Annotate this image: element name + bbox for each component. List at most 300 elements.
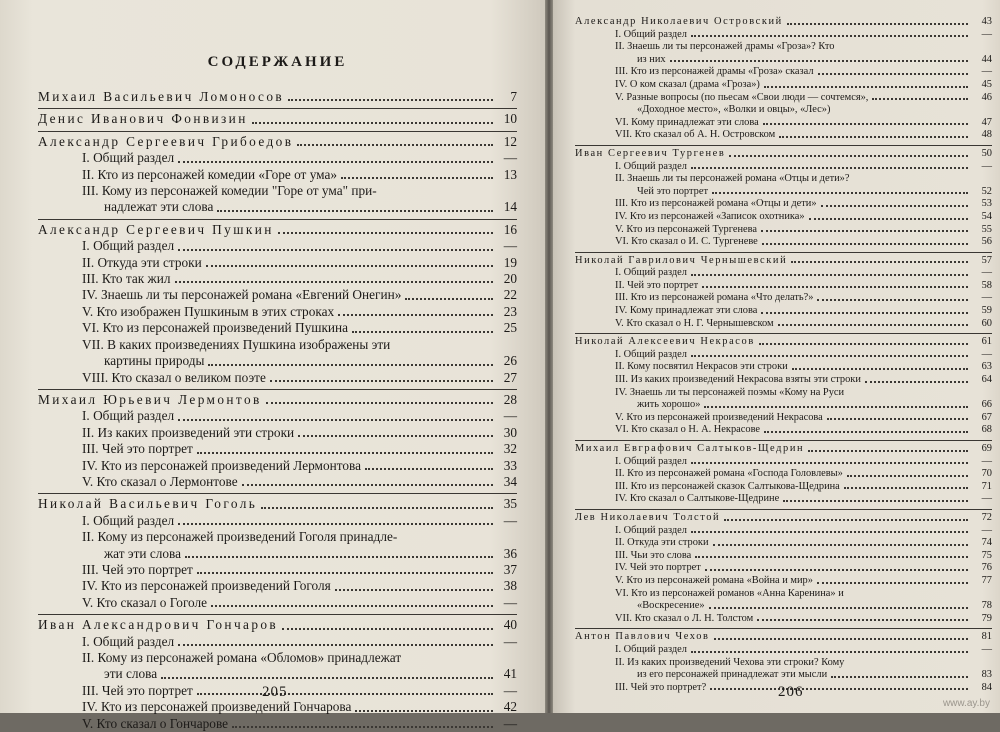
left-section-entry xyxy=(38,337,517,353)
section-rule xyxy=(38,389,517,390)
left-entry-continuation xyxy=(38,546,517,562)
entry-page-number: — xyxy=(981,455,992,467)
left-section-entry xyxy=(38,699,517,715)
left-section-entry xyxy=(38,458,517,474)
section-rule xyxy=(575,440,992,441)
dot-leader xyxy=(232,725,493,728)
entry-page-number: — xyxy=(981,348,992,360)
entry-page-number: 50 xyxy=(981,147,992,159)
right-section-entry xyxy=(575,280,992,293)
right-section-entry xyxy=(575,657,992,670)
dot-leader xyxy=(261,506,493,509)
entry-page-number: 12 xyxy=(503,133,517,149)
dot-leader xyxy=(178,418,493,421)
right-author-entry xyxy=(575,631,992,644)
entry-text: «Воскресение» xyxy=(637,600,705,612)
right-section-entry xyxy=(575,129,992,142)
entry-page-number: — xyxy=(503,408,517,424)
dot-leader xyxy=(844,486,968,489)
dot-leader xyxy=(778,323,968,326)
entry-text: V. Кто сказал о Лермонтове xyxy=(82,473,238,489)
right-entry-continuation xyxy=(575,54,992,67)
entry-page-number: 81 xyxy=(981,631,992,643)
section-rule xyxy=(38,219,517,220)
dot-leader xyxy=(865,380,968,383)
dot-leader xyxy=(355,709,493,712)
entry-text: III. Чей это портрет xyxy=(82,682,193,698)
section-rule xyxy=(38,614,517,615)
entry-text: «Доходное место», «Волки и овцы», «Лес») xyxy=(637,104,831,116)
right-section-entry xyxy=(575,236,992,249)
right-author-entry xyxy=(575,443,992,456)
dot-leader xyxy=(691,461,968,464)
left-author-entry xyxy=(38,111,517,127)
entry-text: Николай Алексеевич Некрасов xyxy=(575,336,755,348)
dot-leader xyxy=(178,248,493,251)
left-author-entry xyxy=(38,496,517,512)
entry-text: I. Общий раздел xyxy=(615,28,687,40)
dot-leader xyxy=(161,676,493,679)
entry-page-number: 7 xyxy=(510,89,517,104)
entry-text: II. Кому из персонажей романа «Обломов» принадлежат xyxy=(82,650,402,665)
dot-leader xyxy=(710,687,968,690)
left-author-entry xyxy=(38,617,517,633)
book-gutter xyxy=(545,0,553,713)
entry-text: Николай Васильевич Гоголь xyxy=(38,496,258,512)
entry-text: I. Общий раздел xyxy=(615,455,687,467)
right-section-entry xyxy=(575,550,992,563)
entry-text: из его персонажей принадлежат эти мысли xyxy=(637,669,828,681)
left-section-entry xyxy=(38,183,517,199)
dot-leader xyxy=(670,59,968,62)
section-rule xyxy=(38,131,517,132)
entry-text: Александр Сергеевич Грибоедов xyxy=(38,133,294,149)
entry-text: II. Кому посвятил Некрасов эти строки xyxy=(615,361,788,373)
entry-text: Лев Николаевич Толстой xyxy=(575,511,721,523)
entry-page-number: 79 xyxy=(981,612,992,624)
right-section-entry xyxy=(575,29,992,42)
entry-text: I. Общий раздел xyxy=(82,408,175,424)
dot-leader xyxy=(352,330,493,333)
entry-text: III. Чьи это слова xyxy=(615,549,692,561)
right-entry-continuation xyxy=(575,399,992,412)
dot-leader xyxy=(847,474,968,477)
entry-text: надлежат эти слова xyxy=(104,199,214,215)
dot-leader xyxy=(405,297,493,300)
entry-text: картины природы xyxy=(104,353,205,369)
dot-leader xyxy=(185,555,493,558)
entry-page-number: 64 xyxy=(981,374,992,386)
right-section-entry xyxy=(575,161,992,174)
dot-leader xyxy=(702,285,968,288)
watermark: www.ay.by xyxy=(942,698,990,709)
entry-text: Денис Иванович Фонвизин xyxy=(38,111,248,127)
entry-page-number: 13 xyxy=(503,166,517,182)
section-rule xyxy=(38,108,517,109)
entry-text: I. Общий раздел xyxy=(615,348,687,360)
entry-page-number: 63 xyxy=(981,361,992,373)
right-section-entry xyxy=(575,173,992,186)
section-rule xyxy=(575,333,992,334)
entry-text: VI. Кто из персонажей романов «Анна Каренина» и xyxy=(615,587,844,599)
dot-leader xyxy=(761,311,968,314)
entry-text: II. Чей это портрет xyxy=(615,279,699,291)
entry-text: II. Знаешь ли ты персонажей романа «Отцы и дети»? xyxy=(615,173,850,185)
right-section-entry xyxy=(575,588,992,601)
entry-text: I. Общий раздел xyxy=(615,267,687,279)
left-section-entry xyxy=(38,408,517,424)
left-section-entry xyxy=(38,150,517,166)
right-section-entry xyxy=(575,361,992,374)
dot-leader xyxy=(691,166,968,169)
entry-page-number: 61 xyxy=(981,336,992,348)
entry-page-number: 56 xyxy=(981,236,992,248)
right-section-entry xyxy=(575,562,992,575)
entry-text: Чей это портрет xyxy=(637,185,709,197)
left-section-entry xyxy=(38,529,517,545)
entry-text: IV. Кто из персонажей произведений Гончарова xyxy=(82,699,352,715)
right-page xyxy=(553,0,1000,713)
entry-page-number: 58 xyxy=(981,279,992,291)
entry-text: IV. О ком сказал (драма «Гроза») xyxy=(615,78,760,90)
dot-leader xyxy=(178,522,493,525)
left-section-entry xyxy=(38,238,517,254)
entry-text: V. Кто сказал о Н. Г. Чернышевском xyxy=(615,317,774,329)
dot-leader xyxy=(282,627,493,630)
dot-leader xyxy=(278,231,493,234)
entry-page-number: 77 xyxy=(981,574,992,586)
right-author-entry xyxy=(575,512,992,525)
entry-page-number: 19 xyxy=(503,254,517,270)
right-toc xyxy=(575,14,992,694)
dot-leader xyxy=(724,518,968,521)
dot-leader xyxy=(792,367,968,370)
entry-page-number: 33 xyxy=(503,457,517,473)
entry-text: V. Разные вопросы (по пьесам «Свои люди — сочтемся», xyxy=(615,91,869,103)
right-section-entry xyxy=(575,412,992,425)
entry-page-number: 36 xyxy=(503,545,517,561)
right-section-entry xyxy=(575,292,992,305)
right-section-entry xyxy=(575,387,992,400)
left-author-entry xyxy=(38,89,517,105)
entry-page-number: — xyxy=(503,238,517,254)
right-section-entry xyxy=(575,117,992,130)
entry-page-number: — xyxy=(503,150,517,166)
right-author-entry xyxy=(575,148,992,161)
left-section-entry xyxy=(38,562,517,578)
entry-page-number: — xyxy=(981,643,992,655)
right-entry-continuation xyxy=(575,186,992,199)
entry-text: Антон Павлович Чехов xyxy=(575,631,710,643)
entry-page-number: 54 xyxy=(981,210,992,222)
entry-page-number: 67 xyxy=(981,411,992,423)
dot-leader xyxy=(691,273,968,276)
left-section-entry xyxy=(38,304,517,320)
entry-text: V. Кто сказал о Гончарове xyxy=(82,715,229,731)
dot-leader xyxy=(763,122,968,125)
right-section-entry xyxy=(575,575,992,588)
dot-leader xyxy=(175,280,493,283)
dot-leader xyxy=(178,643,493,646)
entry-text: Михаил Васильевич Ломоносов xyxy=(38,89,285,104)
right-entry-continuation xyxy=(575,600,992,613)
dot-leader xyxy=(787,22,968,25)
dot-leader xyxy=(197,451,493,454)
right-section-entry xyxy=(575,66,992,79)
right-section-entry xyxy=(575,41,992,54)
entry-text: II. Из каких произведений эти строки xyxy=(82,424,295,440)
entry-text: I. Общий раздел xyxy=(82,238,175,254)
entry-page-number: 20 xyxy=(503,271,517,287)
entry-text: III. Кто из персонажей романа «Что делать?» xyxy=(615,292,814,304)
right-section-entry xyxy=(575,468,992,481)
entry-text: III. Кому из персонажей комедии "Горе от ума" при- xyxy=(82,183,377,199)
right-section-entry xyxy=(575,211,992,224)
entry-page-number: 10 xyxy=(503,111,517,127)
entry-page-number: — xyxy=(503,682,517,698)
entry-text: Иван Александрович Гончаров xyxy=(38,617,279,633)
dot-leader xyxy=(817,298,968,301)
entry-page-number: 26 xyxy=(503,353,517,369)
entry-page-number: 38 xyxy=(503,578,517,594)
dot-leader xyxy=(808,449,968,452)
entry-text: I. Общий раздел xyxy=(615,643,687,655)
dot-leader xyxy=(178,160,493,163)
entry-text: I. Общий раздел xyxy=(615,160,687,172)
entry-text: из них xyxy=(637,53,666,65)
right-author-entry xyxy=(575,16,992,29)
dot-leader xyxy=(757,618,968,621)
right-section-entry xyxy=(575,424,992,437)
dot-leader xyxy=(713,543,968,546)
dot-leader xyxy=(266,401,493,404)
left-section-entry xyxy=(38,425,517,441)
dot-leader xyxy=(197,692,493,695)
dot-leader xyxy=(335,588,493,591)
dot-leader xyxy=(691,354,968,357)
entry-page-number: 23 xyxy=(503,303,517,319)
entry-page-number: 71 xyxy=(981,480,992,492)
left-section-entry xyxy=(38,716,517,732)
entry-text: I. Общий раздел xyxy=(82,633,175,649)
left-section-entry xyxy=(38,474,517,490)
entry-text: III. Кто из персонажей романа «Отцы и дети» xyxy=(615,198,817,210)
entry-page-number: — xyxy=(503,633,517,649)
entry-page-number: — xyxy=(503,594,517,610)
dot-leader xyxy=(206,264,493,267)
entry-page-number: 45 xyxy=(981,78,992,90)
entry-page-number: 76 xyxy=(981,562,992,574)
right-section-entry xyxy=(575,456,992,469)
entry-text: V. Кто сказал о Гоголе xyxy=(82,594,208,610)
page-number-right: 206 xyxy=(778,684,804,700)
entry-text: V. Кто изображен Пушкиным в этих строках xyxy=(82,303,335,319)
left-section-entry xyxy=(38,271,517,287)
left-section-entry xyxy=(38,255,517,271)
entry-page-number: 32 xyxy=(503,441,517,457)
entry-text: III. Чей это портрет? xyxy=(615,681,707,693)
dot-leader xyxy=(341,176,493,179)
entry-text: III. Кто из персонажей сказок Салтыкова-Щедрина xyxy=(615,480,840,492)
dot-leader xyxy=(270,379,493,382)
entry-page-number: 44 xyxy=(981,53,992,65)
entry-page-number: 66 xyxy=(981,399,992,411)
right-section-entry xyxy=(575,92,992,105)
dot-leader xyxy=(208,363,493,366)
entry-page-number: 16 xyxy=(503,221,517,237)
left-section-entry xyxy=(38,320,517,336)
left-entry-continuation xyxy=(38,666,517,682)
dot-leader xyxy=(762,242,968,245)
entry-page-number: 75 xyxy=(981,549,992,561)
page-number-left: 205 xyxy=(262,684,288,700)
left-section-entry xyxy=(38,370,517,386)
entry-page-number: 27 xyxy=(503,369,517,385)
left-author-entry xyxy=(38,392,517,408)
left-section-entry xyxy=(38,513,517,529)
right-section-entry xyxy=(575,349,992,362)
entry-text: II. Из каких произведений Чехова эти строки? Кому xyxy=(615,656,845,668)
entry-text: II. Откуда эти строки xyxy=(615,537,709,549)
entry-text: Михаил Евграфович Салтыков-Щедрин xyxy=(575,443,805,454)
entry-text: III. Чей это портрет xyxy=(82,561,193,577)
entry-text: V. Кто из персонажей произведений Некрасова xyxy=(615,411,823,423)
dot-leader xyxy=(712,191,968,194)
right-section-entry xyxy=(575,613,992,626)
dot-leader xyxy=(288,98,493,101)
entry-text: IV. Знаешь ли ты персонажей поэмы «Кому на Руси xyxy=(615,386,845,398)
left-section-entry xyxy=(38,595,517,611)
left-section-entry xyxy=(38,167,517,183)
section-rule xyxy=(38,493,517,494)
entry-page-number: 34 xyxy=(503,473,517,489)
entry-page-number: 55 xyxy=(981,223,992,235)
entry-page-number: 35 xyxy=(503,496,517,512)
entry-text: жить хорошо» xyxy=(637,399,701,411)
entry-text: II. Откуда эти строки xyxy=(82,254,202,270)
entry-text: IV. Кому принадлежат эти слова xyxy=(615,305,758,317)
entry-page-number: 52 xyxy=(981,185,992,197)
right-section-entry xyxy=(575,198,992,211)
dot-leader xyxy=(211,604,493,607)
dot-leader xyxy=(818,72,968,75)
entry-page-number: 25 xyxy=(503,320,517,336)
entry-page-number: — xyxy=(981,524,992,536)
entry-page-number: 72 xyxy=(981,511,992,523)
entry-page-number: 48 xyxy=(981,129,992,141)
entry-page-number: 43 xyxy=(981,16,992,27)
entry-text: III. Чей это портрет xyxy=(82,441,193,457)
entry-page-number: 53 xyxy=(981,198,992,210)
dot-leader xyxy=(779,135,968,138)
entry-page-number: 84 xyxy=(981,681,992,693)
right-section-entry xyxy=(575,305,992,318)
entry-text: эти слова xyxy=(104,666,158,682)
entry-page-number: 46 xyxy=(981,91,992,103)
dot-leader xyxy=(338,313,493,316)
entry-text: I. Общий раздел xyxy=(82,150,175,166)
right-section-entry xyxy=(575,537,992,550)
dot-leader xyxy=(761,229,968,232)
entry-page-number: 47 xyxy=(981,116,992,128)
entry-page-number: 68 xyxy=(981,424,992,436)
dot-leader xyxy=(709,606,968,609)
entry-text: VIII. Кто сказал о великом поэте xyxy=(82,369,266,385)
entry-page-number: 40 xyxy=(503,617,517,633)
dot-leader xyxy=(704,405,968,408)
entry-page-number: 74 xyxy=(981,537,992,549)
dot-leader xyxy=(217,209,493,212)
right-section-entry xyxy=(575,374,992,387)
entry-page-number: 78 xyxy=(981,600,992,612)
entry-text: III. Из каких произведений Некрасова взяты эти строки xyxy=(615,374,861,386)
entry-page-number: 41 xyxy=(503,666,517,682)
right-author-entry xyxy=(575,336,992,349)
entry-text: Иван Сергеевич Тургенев xyxy=(575,147,726,159)
entry-text: II. Кто из персонажей романа «Господа Головлевы» xyxy=(615,468,843,480)
right-section-entry xyxy=(575,525,992,538)
entry-page-number: 28 xyxy=(503,391,517,407)
right-section-entry xyxy=(575,79,992,92)
entry-text: IV. Знаешь ли ты персонажей романа «Евгений Онегин» xyxy=(82,287,402,303)
entry-text: III. Кто так жил xyxy=(82,271,171,287)
left-entry-continuation xyxy=(38,199,517,215)
dot-leader xyxy=(197,571,493,574)
entry-text: VI. Кто сказал о Н. А. Некрасове xyxy=(615,424,761,436)
dot-leader xyxy=(365,467,493,470)
left-section-entry xyxy=(38,650,517,666)
entry-text: VI. Кто из персонажей произведений Пушкина xyxy=(82,320,349,336)
entry-text: I. Общий раздел xyxy=(82,512,175,528)
entry-page-number: — xyxy=(503,715,517,731)
right-section-entry xyxy=(575,224,992,237)
dot-leader xyxy=(821,204,968,207)
right-section-entry xyxy=(575,493,992,506)
entry-page-number: 14 xyxy=(503,199,517,215)
entry-page-number: — xyxy=(981,28,992,40)
left-author-entry xyxy=(38,134,517,150)
entry-page-number: — xyxy=(503,512,517,528)
entry-text: VII. Кто сказал об А. Н. Островском xyxy=(615,129,776,141)
entry-page-number: 37 xyxy=(503,561,517,577)
dot-leader xyxy=(705,568,968,571)
left-section-entry xyxy=(38,578,517,594)
entry-text: II. Кто из персонажей комедии «Горе от ума» xyxy=(82,166,338,182)
dot-leader xyxy=(817,581,968,584)
entry-text: Михаил Юрьевич Лермонтов xyxy=(38,391,262,407)
dot-leader xyxy=(691,34,968,37)
entry-text: Николай Гаврилович Чернышевский xyxy=(575,254,788,266)
dot-leader xyxy=(691,530,968,533)
left-entry-list xyxy=(38,89,517,732)
dot-leader xyxy=(242,483,493,486)
left-section-entry xyxy=(38,287,517,303)
right-section-entry xyxy=(575,481,992,494)
entry-page-number: — xyxy=(981,493,992,505)
dot-leader xyxy=(827,417,968,420)
entry-page-number: 59 xyxy=(981,305,992,317)
entry-page-number: — xyxy=(981,267,992,279)
entry-text: II. Кому из персонажей произведений Гоголя принадле- xyxy=(82,529,398,545)
entry-text: VII. В каких произведениях Пушкина изображены эти xyxy=(82,336,391,352)
dot-leader xyxy=(872,97,968,100)
entry-text: Александр Николаевич Островский xyxy=(575,16,783,27)
entry-text: II. Знаешь ли ты персонажей драмы «Гроза»? Кто xyxy=(615,41,835,53)
right-author-entry xyxy=(575,255,992,268)
right-entry-continuation xyxy=(575,104,992,117)
dot-leader xyxy=(764,85,968,88)
entry-text: VI. Кому принадлежат эти слова xyxy=(615,116,759,128)
